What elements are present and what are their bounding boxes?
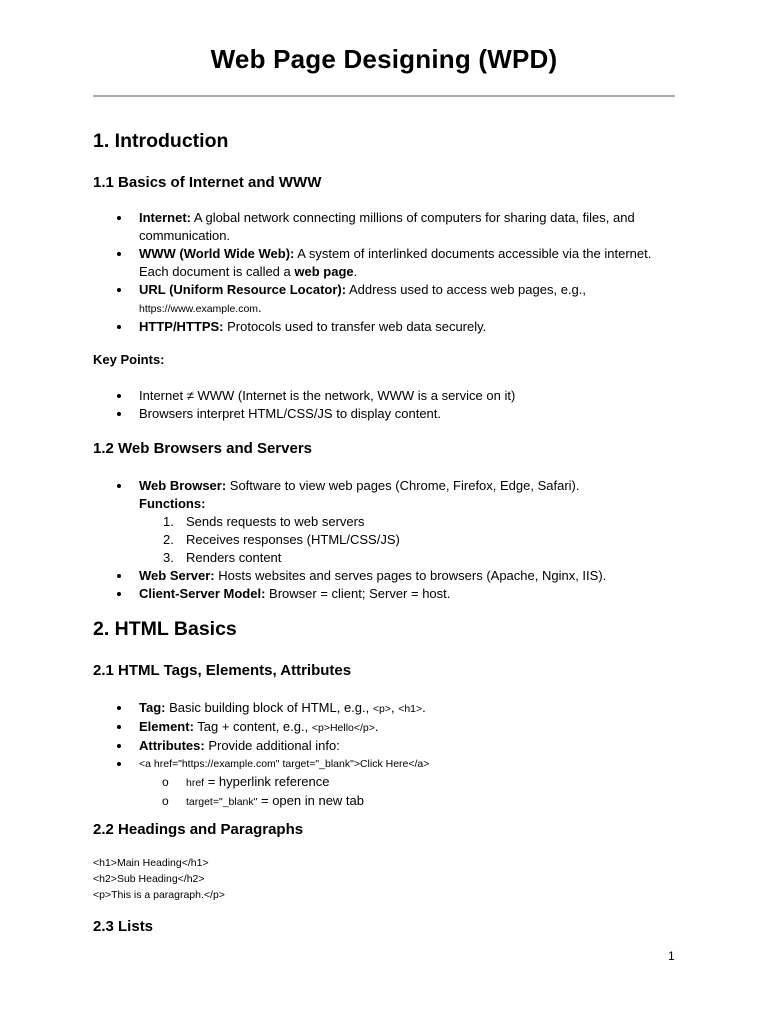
term-web-browser: Web Browser: <box>139 478 227 493</box>
term-attributes: Attributes: <box>139 738 205 753</box>
list-item <box>139 792 675 811</box>
list-item <box>93 567 675 585</box>
list-item <box>93 699 675 718</box>
term-internet: Internet: <box>139 210 191 225</box>
browsers-servers-list <box>93 477 675 603</box>
section-2-2-heading: 2.2 Headings and Paragraphs <box>93 821 304 838</box>
list-item: Internet ≠ WWW (Internet is the network, WWW is a service on it) <box>93 387 675 405</box>
term-http: HTTP/HTTPS: <box>139 319 224 334</box>
list-item: Browsers interpret HTML/CSS/JS to display content. <box>93 405 675 423</box>
list-number: 1. <box>163 514 174 529</box>
section-1-1-heading: 1.1 Basics of Internet and WWW <box>93 174 322 191</box>
list-item <box>93 737 675 755</box>
code-line: <h2>Sub Heading</h2> <box>93 873 205 885</box>
section-2-1-heading: 2.1 HTML Tags, Elements, Attributes <box>93 662 352 679</box>
definition-text: Protocols used to transfer web data securely. <box>223 319 487 334</box>
term-url: URL (Uniform Resource Locator): <box>139 282 347 297</box>
list-text: = hyperlink reference <box>204 774 330 789</box>
functions-label: Functions: <box>139 496 206 511</box>
list-item <box>93 209 675 245</box>
code-inline: <p>Hello</p> <box>311 722 375 734</box>
definition-text: Hosts websites and serves pages to browsers (Apache, Nginx, IIS). <box>214 568 607 583</box>
punctuation: . <box>374 719 379 734</box>
section-1-2-heading: 1.2 Web Browsers and Servers <box>93 440 312 457</box>
term-www: WWW (World Wide Web): <box>139 246 295 261</box>
punctuation: . <box>422 700 426 715</box>
definition-text: Basic building block of HTML, e.g., <box>165 700 373 715</box>
term-tag: Tag: <box>139 700 166 715</box>
list-number: 3. <box>163 550 174 565</box>
list-item <box>93 755 675 811</box>
list-text: Renders content <box>186 550 282 565</box>
list-item <box>139 513 675 531</box>
key-points-list <box>93 387 675 423</box>
term-web-server: Web Server: <box>139 568 215 583</box>
title-divider <box>93 95 675 97</box>
code-block <box>93 855 225 903</box>
list-item <box>139 549 675 567</box>
list-item <box>93 245 675 281</box>
url-example: https://www.example.com <box>139 303 259 315</box>
code-inline: href <box>186 777 205 789</box>
list-item <box>93 718 675 737</box>
page-number: 1 <box>668 949 675 963</box>
document-title: Web Page Designing (WPD) <box>210 44 558 74</box>
definition-text: Tag + content, e.g., <box>193 719 312 734</box>
list-item <box>93 281 675 318</box>
definition-text: A system of interlinked documents accessible via the internet. Each document is called a <box>139 246 652 279</box>
circle-bullet: o <box>162 794 169 808</box>
internet-basics-list <box>93 209 675 336</box>
code-line: <h1>Main Heading</h1> <box>93 857 209 869</box>
list-item <box>139 531 675 549</box>
code-line: <p>This is a paragraph.</p> <box>93 889 225 901</box>
definition-text: Browser = client; Server = host. <box>265 586 451 601</box>
term-client-server: Client-Server Model: <box>139 586 266 601</box>
functions-list <box>139 513 675 567</box>
list-text: = open in new tab <box>257 793 364 808</box>
code-inline: target="_blank" <box>186 796 258 808</box>
code-inline: <p> <box>372 703 391 715</box>
code-inline: <h1> <box>398 703 423 715</box>
list-item <box>139 773 675 792</box>
list-item <box>93 477 675 567</box>
punctuation: , <box>390 700 399 715</box>
circle-bullet: o <box>162 775 169 789</box>
definition-text: Software to view web pages (Chrome, Firefox, Edge, Safari). <box>226 478 580 493</box>
html-tags-list <box>93 699 675 811</box>
punctuation: . <box>258 300 262 315</box>
section-2-heading: 2. HTML Basics <box>93 618 237 640</box>
term-element: Element: <box>139 719 194 734</box>
attribute-sublist <box>139 773 675 811</box>
list-number: 2. <box>163 532 174 547</box>
definition-text: Provide additional info: <box>204 738 340 753</box>
definition-text: Address used to access web pages, e.g., <box>346 282 586 297</box>
section-2-3-heading: 2.3 Lists <box>93 918 154 935</box>
list-text: Receives responses (HTML/CSS/JS) <box>186 532 400 547</box>
list-item <box>93 318 675 336</box>
anchor-code-example: <a href="https://example.com" target="_blank">Click Here</a> <box>139 758 430 770</box>
section-1-heading: 1. Introduction <box>93 130 229 152</box>
list-item <box>93 585 675 603</box>
strong-text: web page <box>294 264 354 279</box>
definition-text: A global network connecting millions of computers for sharing data, files, and communication. <box>139 210 635 243</box>
key-points-label: Key Points: <box>93 352 165 367</box>
list-text: Sends requests to web servers <box>186 514 365 529</box>
punctuation: . <box>353 264 358 279</box>
